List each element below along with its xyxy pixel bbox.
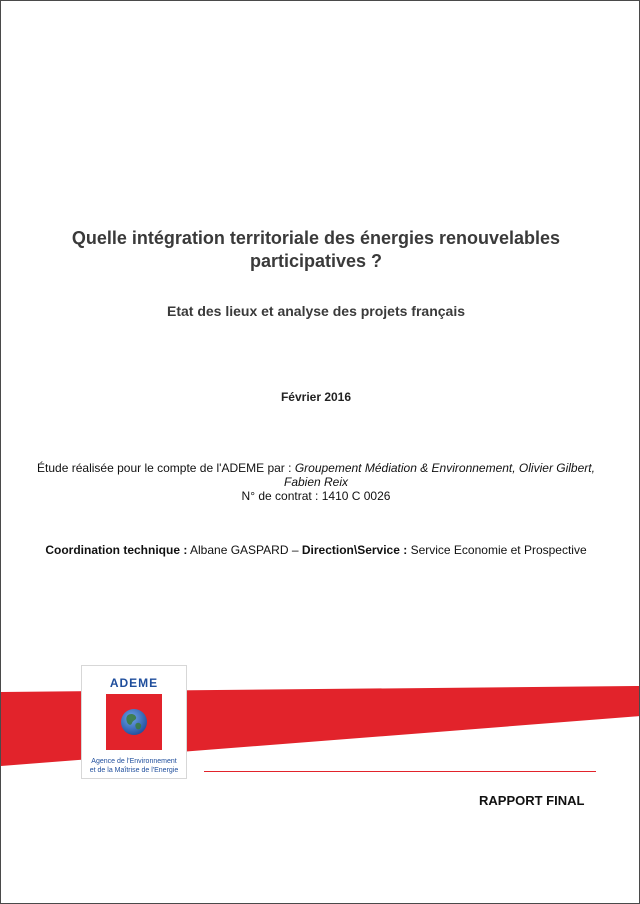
study-authors: Groupement Médiation & Environnement, Olivier Gilbert, [294,461,595,475]
report-subtitle: Etat des lieux et analyse des projets français [166,303,466,319]
service-label: Direction\Service : [301,543,408,557]
globe-icon [120,708,148,736]
logo-wordmark: ADEME [109,676,159,690]
study-line-1 [1,461,631,475]
report-date: Février 2016 [280,390,352,404]
report-type: RAPPORT FINAL [479,793,585,808]
report-title [1,227,631,273]
study-authors-2: Fabien Reix [283,475,349,489]
red-divider [204,771,596,772]
ademe-logo [81,665,187,779]
coordination-label: Coordination technique : [45,543,188,557]
study-line-2 [1,475,631,489]
study-credits [1,461,631,503]
logo-caption-line-1: Agence de l'Environnement [91,758,177,765]
coordination-name: Albane GASPARD – [187,543,302,557]
title-line-2: participatives ? [249,251,383,271]
logo-caption [84,757,184,775]
service-name: Service Economie et Prospective [407,543,587,557]
contract-number: N° de contrat : 1410 C 0026 [241,489,391,503]
logo-caption-line-2: et de la Maîtrise de l'Energie [89,767,179,774]
title-line-1: Quelle intégration territoriale des énergies renouvelables [71,228,561,248]
coordination-line [1,543,631,557]
logo-red-square [106,694,162,750]
study-prefix: Étude réalisée pour le compte de l'ADEME par : [37,461,295,475]
